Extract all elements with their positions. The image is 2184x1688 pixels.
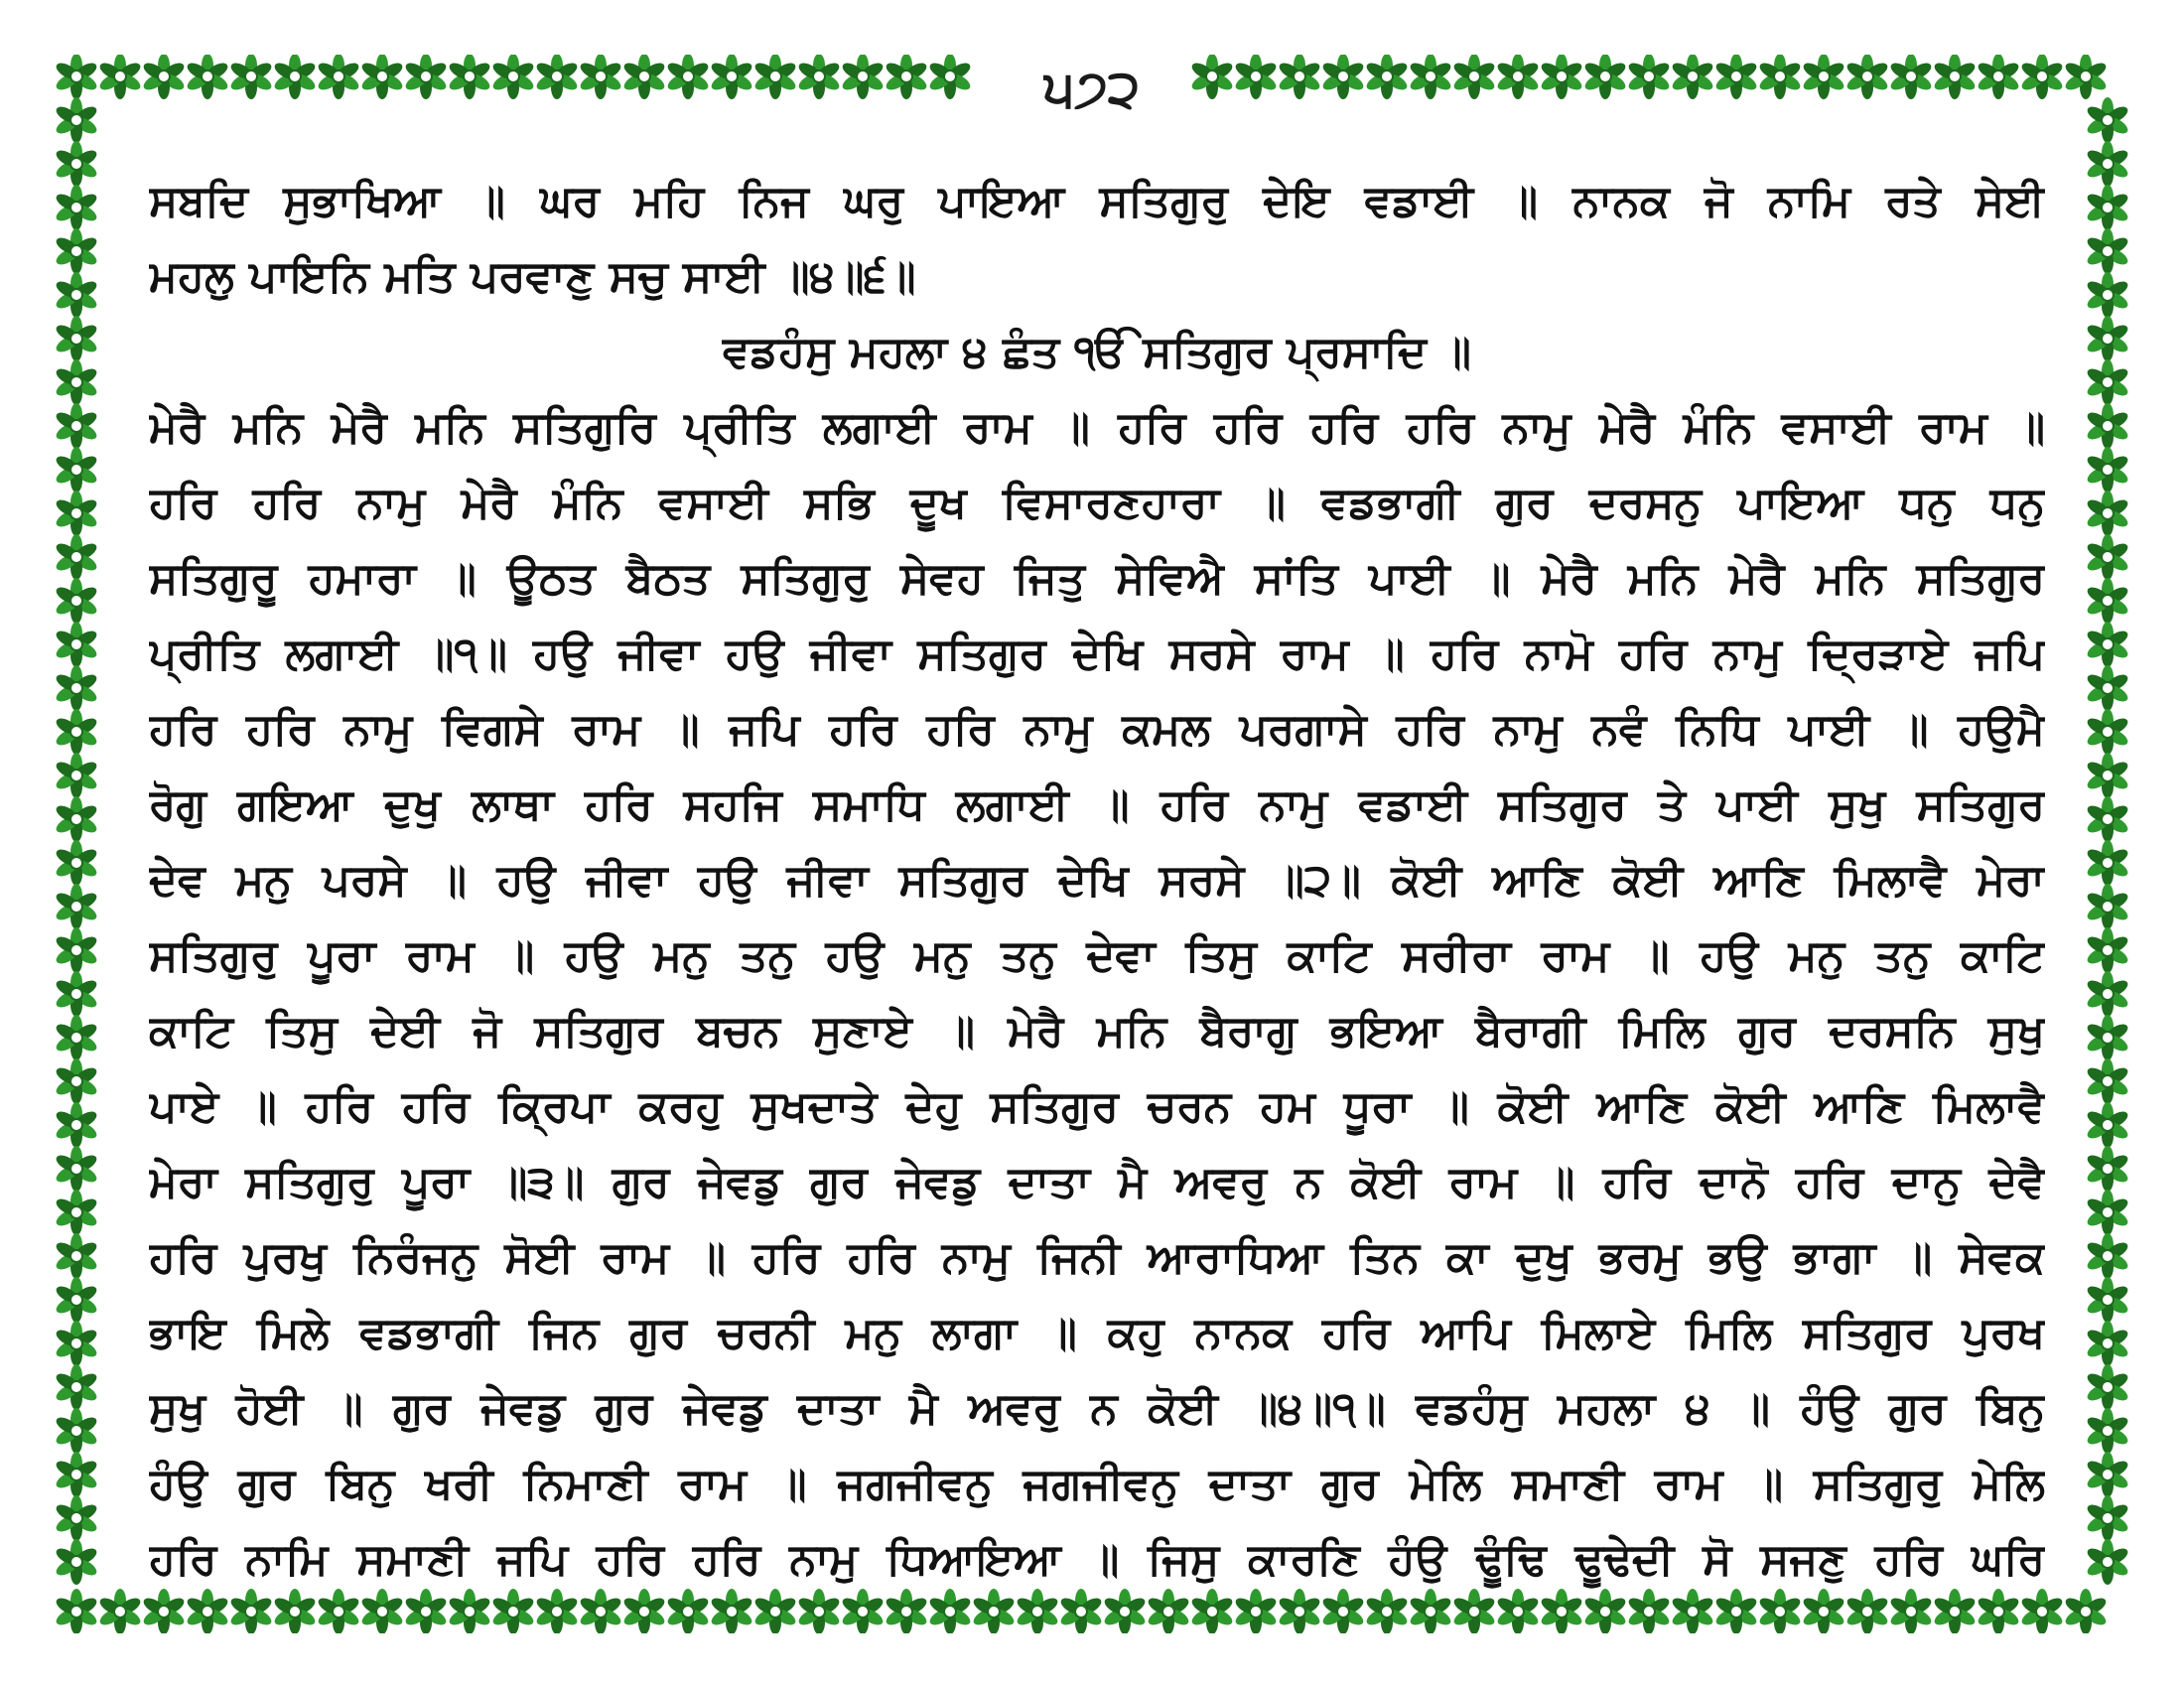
flower-motif-icon <box>1277 55 1322 99</box>
flower-motif-icon <box>1451 55 1497 99</box>
flower-motif-icon <box>55 447 99 492</box>
flower-motif-icon <box>1626 55 1672 99</box>
flower-motif-icon <box>2085 403 2129 449</box>
text-line: ਮਹਲੁ ਪਾਇਨਿ ਮਤਿ ਪਰਵਾਣੁ ਸਚੁ ਸਾਈ ॥੪॥੬॥ <box>149 251 916 302</box>
flower-motif-icon <box>2085 1146 2129 1192</box>
flower-motif-icon <box>55 1495 99 1541</box>
flower-motif-icon <box>55 1190 99 1235</box>
flower-motif-icon <box>55 272 99 318</box>
flower-motif-icon <box>2085 272 2129 318</box>
flower-motif-icon <box>2085 927 2129 973</box>
flower-motif-icon <box>2085 228 2129 274</box>
flower-motif-icon <box>2085 1190 2129 1235</box>
text-line: ਰੋਗੁ ਗਇਆ ਦੁਖੁ ਲਾਥਾ ਹਰਿ ਸਹਜਿ ਸਮਾਧਿ ਲਗਾਈ ॥ ਹਰਿ ਨਾਮੁ ਵਡਾਈ ਸਤਿਗੁਰ ਤੇ ਪਾਈ ਸੁਖੁ ਸਤਿਗੁਰ <box>149 779 2045 830</box>
text-line: ਭਾਇ ਮਿਲੇ ਵਡਭਾਗੀ ਜਿਨ ਗੁਰ ਚਰਨੀ ਮਨੁ ਲਾਗਾ ॥ ਕਹੁ ਨਾਨਕ ਹਰਿ ਆਪਿ ਮਿਲਾਏ ਮਿਲਿ ਸਤਿਗੁਰ ਪੁਰਖ <box>149 1308 2045 1358</box>
flower-motif-icon <box>55 1539 99 1585</box>
text-line: ਹਰਿ ਨਾਮਿ ਸਮਾਣੀ ਜਪਿ ਹਰਿ ਹਰਿ ਨਾਮੁ ਧਿਆਇਆ ॥ ਜਿਸੁ ਕਾਰਣਿ ਹੰਉ ਢੂੰਢਿ ਢੂਢੇਦੀ ਸੋ ਸਜਣੁ ਹਰਿ ਘਰਿ <box>149 1534 2045 1585</box>
flower-motif-icon <box>2085 1233 2129 1279</box>
text-line: ਪ੍ਰੀਤਿ ਲਗਾਈ ॥੧॥ ਹਉ ਜੀਵਾ ਹਉ ਜੀਵਾ ਸਤਿਗੁਰ ਦੇਖਿ ਸਰਸੇ ਰਾਮ ॥ ਹਰਿ ਨਾਮੋ ਹਰਿ ਨਾਮੁ ਦ੍ਰਿੜਾਏ ਜਪਿ <box>149 629 2045 679</box>
text-line: ਕਾਟਿ ਤਿਸੁ ਦੇਈ ਜੋ ਸਤਿਗੁਰ ਬਚਨ ਸੁਣਾਏ ॥ ਮੇਰੈ ਮਨਿ ਬੈਰਾਗੁ ਭਇਆ ਬੈਰਾਗੀ ਮਿਲਿ ਗੁਰ ਦਰਸਨਿ ਸੁਖੁ <box>149 1006 2045 1056</box>
flower-motif-icon <box>1408 55 1453 99</box>
flower-motif-icon <box>55 1015 99 1060</box>
text-line: ਸਤਿਗੁਰੂ ਹਮਾਰਾ ॥ ਊਠਤ ਬੈਠਤ ਸਤਿਗੁਰੁ ਸੇਵਹ ਜਿਤੁ ਸੇਵਿਐ ਸਾਂਤਿ ਪਾਈ ॥ ਮੇਰੈ ਮਨਿ ਮੇਰੈ ਮਨਿ ਸਤਿਗੁਰ <box>149 553 2045 604</box>
flower-motif-icon <box>55 578 99 624</box>
flower-motif-icon <box>2085 534 2129 580</box>
flower-motif-icon <box>752 55 798 99</box>
text-line: ਸਤਿਗੁਰੁ ਪੂਰਾ ਰਾਮ ॥ ਹਉ ਮਨੁ ਤਨੁ ਹਉ ਮਨੁ ਤਨੁ ਦੇਵਾ ਤਿਸੁ ਕਾਟਿ ਸਰੀਰਾ ਰਾਮ ॥ ਹਉ ਮਨੁ ਤਨੁ ਕਾਟਿ <box>149 930 2045 981</box>
flower-motif-icon <box>55 228 99 274</box>
flower-motif-icon <box>185 55 230 99</box>
flower-motif-icon <box>2019 55 2065 99</box>
flower-motif-icon <box>2085 447 2129 492</box>
text-line: ਮੇਰੈ ਮਨਿ ਮੇਰੈ ਮਨਿ ਸਤਿਗੁਰਿ ਪ੍ਰੀਤਿ ਲਗਾਈ ਰਾਮ ॥ ਹਰਿ ਹਰਿ ਹਰਿ ਹਰਿ ਨਾਮੁ ਮੇਰੈ ਮੰਨਿ ਵਸਾਈ ਰਾਮ ॥ <box>149 402 2045 453</box>
flower-motif-icon <box>1189 55 1235 99</box>
flower-motif-icon <box>2085 1321 2129 1366</box>
flower-motif-icon <box>55 1058 99 1104</box>
flower-motif-icon <box>1801 55 1846 99</box>
flower-motif-icon <box>55 971 99 1017</box>
text-line: ਪਾਏ ॥ ਹਰਿ ਹਰਿ ਕ੍ਰਿਪਾ ਕਰਹੁ ਸੁਖਦਾਤੇ ਦੇਹੁ ਸਤਿਗੁਰ ਚਰਨ ਹਮ ਧੂਰਾ ॥ ਕੋਈ ਆਣਿ ਕੋਈ ਆਣਿ ਮਿਲਾਵੈ <box>149 1081 2045 1132</box>
flower-motif-icon <box>578 55 623 99</box>
text-line: ਸਬਦਿ ਸੁਭਾਖਿਆ ॥ ਘਰ ਮਹਿ ਨਿਜ ਘਰੁ ਪਾਇਆ ਸਤਿਗੁਰੁ ਦੇਇ ਵਡਾਈ ॥ ਨਾਨਕ ਜੋ ਨਾਮਿ ਰਤੇ ਸੇਈ <box>149 176 2045 226</box>
flower-motif-icon <box>55 796 99 842</box>
flower-motif-icon <box>55 359 99 405</box>
section-heading: ਵਡਹੰਸੁ ਮਹਲਾ ੪ ਛੰਤ ੴ ਸਤਿਗੁਰ ਪ੍ਰਸਾਦਿ ॥ <box>723 327 1471 377</box>
flower-motif-icon <box>2085 97 2129 143</box>
flower-motif-icon <box>1976 55 2021 99</box>
flower-motif-icon <box>2085 622 2129 667</box>
flower-motif-icon <box>55 1277 99 1323</box>
flower-motif-icon <box>272 55 318 99</box>
flower-motif-icon <box>141 55 187 99</box>
scripture-text <box>149 164 2045 1598</box>
flower-motif-icon <box>2085 578 2129 624</box>
flower-motif-icon <box>55 840 99 886</box>
flower-motif-icon <box>840 55 886 99</box>
flower-motif-icon <box>1539 55 1584 99</box>
flower-motif-icon <box>2085 709 2129 755</box>
text-line: ਸੁਖੁ ਹੋਈ ॥ ਗੁਰ ਜੇਵਡੁ ਗੁਰ ਜੇਵਡੁ ਦਾਤਾ ਮੈ ਅਵਰੁ ਨ ਕੋਈ ॥੪॥੧॥ ਵਡਹੰਸੁ ਮਹਲਾ ੪ ॥ ਹੰਉ ਗੁਰ ਬਿਨੁ <box>149 1383 2045 1434</box>
flower-motif-icon <box>2085 185 2129 230</box>
flower-motif-icon <box>2085 359 2129 405</box>
flower-motif-icon <box>2085 1102 2129 1148</box>
flower-motif-icon <box>2085 665 2129 711</box>
flower-motif-icon <box>55 1408 99 1454</box>
flower-motif-icon <box>1844 55 1890 99</box>
flower-motif-icon <box>2085 753 2129 798</box>
flower-motif-icon <box>55 141 99 187</box>
flower-motif-icon <box>621 55 667 99</box>
flower-motif-icon <box>2085 840 2129 886</box>
flower-motif-icon <box>2085 1364 2129 1410</box>
flower-motif-icon <box>2085 141 2129 187</box>
flower-motif-icon <box>490 55 536 99</box>
text-line: ਦੇਵ ਮਨੁ ਪਰਸੇ ॥ ਹਉ ਜੀਵਾ ਹਉ ਜੀਵਾ ਸਤਿਗੁਰ ਦੇਖਿ ਸਰਸੇ ॥੨॥ ਕੋਈ ਆਣਿ ਕੋਈ ਆਣਿ ਮਿਲਾਵੈ ਮੇਰਾ <box>149 855 2045 906</box>
flower-motif-icon <box>55 97 99 143</box>
text-line: ਮੇਰਾ ਸਤਿਗੁਰੁ ਪੂਰਾ ॥੩॥ ਗੁਰ ਜੇਵਡੁ ਗੁਰ ਜੇਵਡੁ ਦਾਤਾ ਮੈ ਅਵਰੁ ਨ ਕੋਈ ਰਾਮ ॥ ਹਰਿ ਦਾਨੋ ਹਰਿ ਦਾਨੁ ਦੇਵੈ <box>149 1157 2045 1207</box>
flower-motif-icon <box>55 1146 99 1192</box>
flower-motif-icon <box>55 1452 99 1497</box>
flower-motif-icon <box>2085 1539 2129 1585</box>
flower-motif-icon <box>55 1233 99 1279</box>
flower-motif-icon <box>2085 1452 2129 1497</box>
flower-motif-icon <box>55 491 99 536</box>
flower-motif-icon <box>55 665 99 711</box>
flower-motif-icon <box>228 55 274 99</box>
flower-motif-icon <box>55 927 99 973</box>
flower-motif-icon <box>55 622 99 667</box>
flower-motif-icon <box>2085 1058 2129 1104</box>
flower-motif-icon <box>2085 1015 2129 1060</box>
flower-motif-icon <box>796 55 842 99</box>
flower-motif-icon <box>55 55 99 99</box>
flower-motif-icon <box>55 403 99 449</box>
text-line: ਹਰਿ ਹਰਿ ਨਾਮੁ ਮੇਰੈ ਮੰਨਿ ਵਸਾਈ ਸਭਿ ਦੂਖ ਵਿਸਾਰਣਹਾਰਾ ॥ ਵਡਭਾਗੀ ਗੁਰ ਦਰਸਨੁ ਪਾਇਆ ਧਨੁ ਧਨੁ <box>149 478 2045 528</box>
flower-motif-icon <box>55 534 99 580</box>
flower-motif-icon <box>2063 1589 2109 1633</box>
flower-motif-icon <box>1932 55 1978 99</box>
flower-motif-icon <box>359 55 405 99</box>
flower-motif-icon <box>97 55 143 99</box>
text-line: ਹੰਉ ਗੁਰ ਬਿਨੁ ਖਰੀ ਨਿਮਾਣੀ ਰਾਮ ॥ ਜਗਜੀਵਨੁ ਜਗਜੀਵਨੁ ਦਾਤਾ ਗੁਰ ਮੇਲਿ ਸਮਾਣੀ ਰਾਮ ॥ ਸਤਿਗੁਰੁ ਮੇਲਿ <box>149 1459 2045 1509</box>
flower-motif-icon <box>1364 55 1410 99</box>
flower-motif-icon <box>1670 55 1715 99</box>
flower-motif-icon <box>2085 971 2129 1017</box>
flower-motif-icon <box>2085 491 2129 536</box>
flower-motif-icon <box>1582 55 1628 99</box>
flower-motif-icon <box>927 55 973 99</box>
flower-motif-icon <box>55 1321 99 1366</box>
flower-motif-icon <box>447 55 492 99</box>
flower-motif-icon <box>403 55 449 99</box>
flower-motif-icon <box>1320 55 1366 99</box>
flower-motif-icon <box>55 1102 99 1148</box>
flower-motif-icon <box>55 185 99 230</box>
flower-motif-icon <box>55 709 99 755</box>
flower-motif-icon <box>2085 1277 2129 1323</box>
flower-motif-icon <box>534 55 580 99</box>
flower-motif-icon <box>2085 1408 2129 1454</box>
flower-motif-icon <box>55 1589 99 1633</box>
flower-motif-icon <box>97 1589 143 1633</box>
flower-motif-icon <box>1757 55 1803 99</box>
flower-motif-icon <box>55 884 99 929</box>
flower-motif-icon <box>709 55 754 99</box>
flower-motif-icon <box>1233 55 1279 99</box>
flower-motif-icon <box>665 55 711 99</box>
flower-motif-icon <box>2085 316 2129 361</box>
flower-motif-icon <box>2085 884 2129 929</box>
flower-motif-icon <box>2063 55 2109 99</box>
flower-motif-icon <box>1495 55 1541 99</box>
page-number: ੫੭੨ <box>993 50 1191 129</box>
text-line: ਹਰਿ ਪੁਰਖੁ ਨਿਰੰਜਨੁ ਸੋਈ ਰਾਮ ॥ ਹਰਿ ਹਰਿ ਨਾਮੁ ਜਿਨੀ ਆਰਾਧਿਆ ਤਿਨ ਕਾ ਦੁਖੁ ਭਰਮੁ ਭਉ ਭਾਗਾ ॥ ਸੇਵਕ <box>149 1232 2045 1283</box>
flower-motif-icon <box>1888 55 1934 99</box>
flower-motif-icon <box>316 55 361 99</box>
flower-motif-icon <box>55 753 99 798</box>
text-line: ਹਰਿ ਹਰਿ ਨਾਮੁ ਵਿਗਸੇ ਰਾਮ ॥ ਜਪਿ ਹਰਿ ਹਰਿ ਨਾਮੁ ਕਮਲ ਪਰਗਾਸੇ ਹਰਿ ਨਾਮੁ ਨਵੰ ਨਿਧਿ ਪਾਈ ॥ ਹਉਮੈ <box>149 704 2045 755</box>
flower-motif-icon <box>2085 796 2129 842</box>
flower-motif-icon <box>55 316 99 361</box>
flower-motif-icon <box>884 55 929 99</box>
flower-motif-icon <box>2085 1495 2129 1541</box>
flower-motif-icon <box>1713 55 1759 99</box>
flower-motif-icon <box>55 1364 99 1410</box>
